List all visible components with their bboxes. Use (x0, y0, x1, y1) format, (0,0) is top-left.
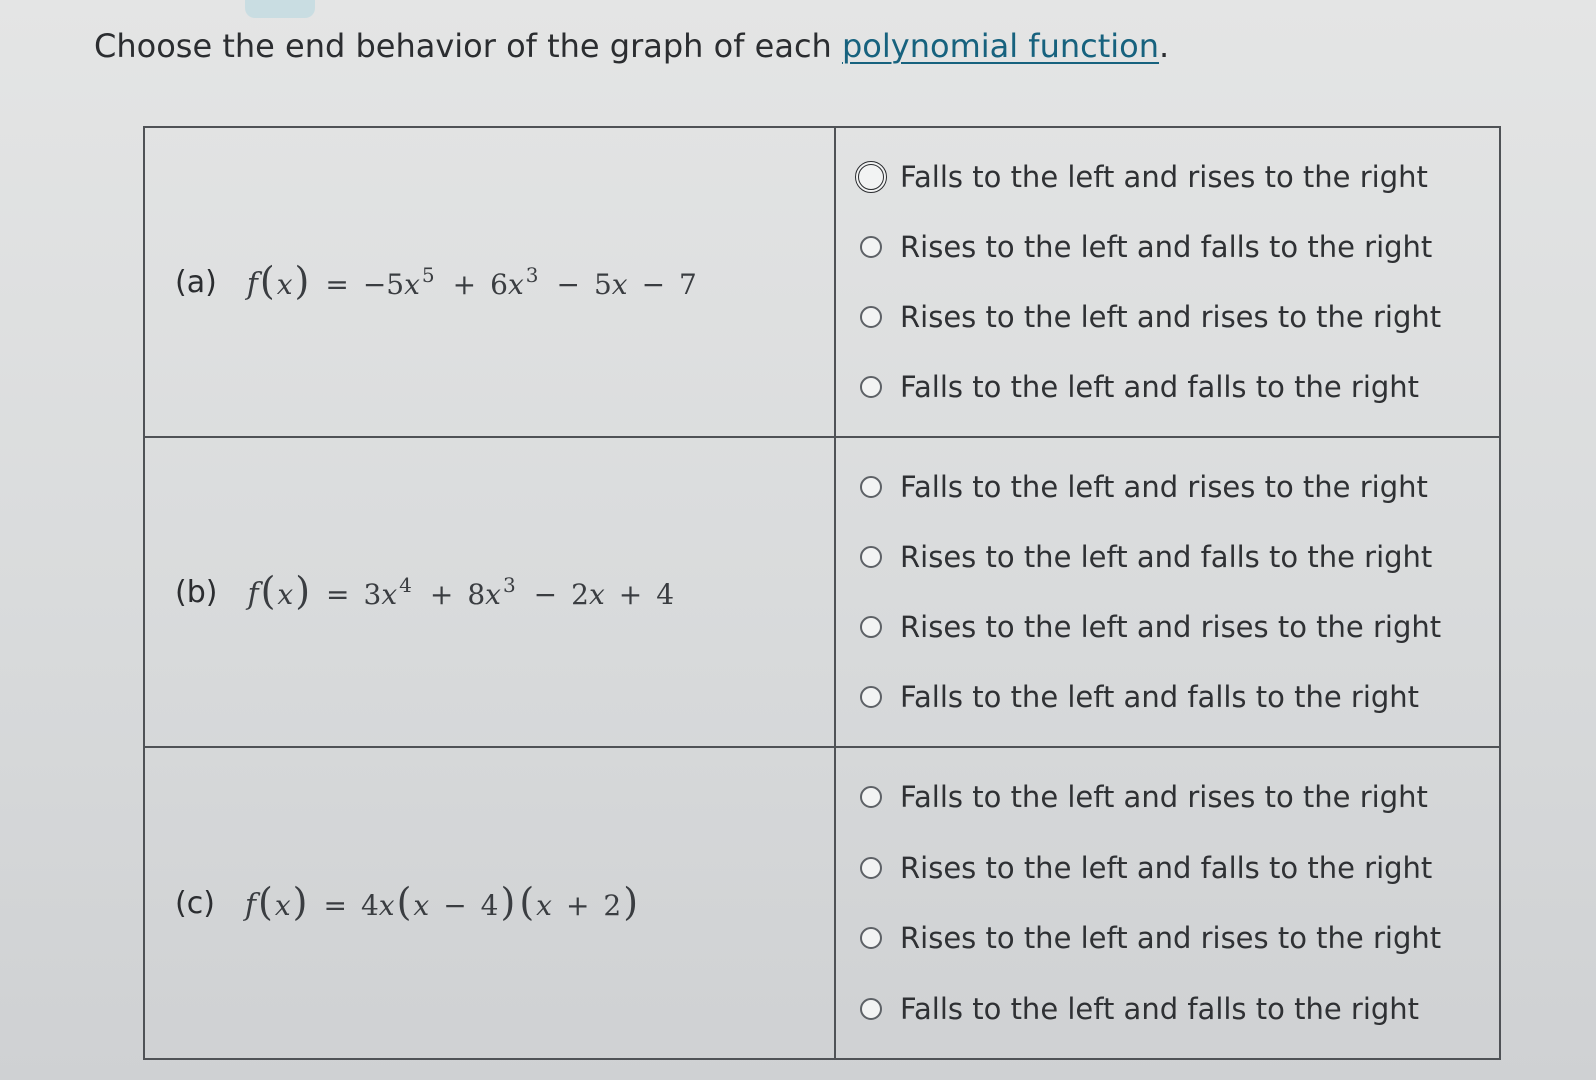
instructions-suffix: . (1159, 27, 1170, 65)
option-c-1[interactable]: Falls to the left and rises to the right (860, 780, 1499, 814)
option-b-2[interactable]: Rises to the left and falls to the right (860, 540, 1499, 574)
instructions (94, 24, 1169, 68)
option-a-2[interactable]: Rises to the left and falls to the right (860, 230, 1499, 264)
function-c: f ( x ) = 4 x ( x − 4 ) ( x + 2 ) (244, 880, 639, 924)
question-table (143, 126, 1501, 1060)
option-a-1[interactable]: Falls to the left and rises to the right (860, 160, 1499, 194)
top-tab (245, 0, 315, 18)
radio-circle-icon[interactable] (860, 616, 882, 638)
radio-circle-icon[interactable] (860, 236, 882, 258)
radio-circle-icon[interactable] (860, 686, 882, 708)
option-a-4[interactable]: Falls to the left and falls to the right (860, 370, 1499, 404)
option-b-3[interactable]: Rises to the left and rises to the right (860, 610, 1499, 644)
radio-circle-icon[interactable] (855, 161, 887, 193)
radio-circle-icon[interactable] (860, 546, 882, 568)
option-b-1[interactable]: Falls to the left and rises to the right (860, 470, 1499, 504)
option-b-4[interactable]: Falls to the left and falls to the right (860, 680, 1499, 714)
options-c (836, 748, 1499, 1058)
function-b: f ( x ) = 3 x $^4$ + 8 x $^3$ − 2 x + 4 (247, 569, 675, 613)
options-a (836, 128, 1499, 438)
radio-circle-icon[interactable] (860, 376, 882, 398)
option-c-2[interactable]: Rises to the left and falls to the right (860, 851, 1499, 885)
function-cell-a (145, 128, 836, 438)
instructions-prefix: Choose the end behavior of the graph of each (94, 27, 842, 65)
radio-circle-icon[interactable] (860, 476, 882, 498)
part-label-b: (b) (175, 574, 218, 610)
radio-circle-icon[interactable] (860, 306, 882, 328)
option-c-4[interactable]: Falls to the left and falls to the right (860, 992, 1499, 1026)
options-b (836, 438, 1499, 748)
function-cell-c (145, 748, 836, 1058)
option-c-3[interactable]: Rises to the left and rises to the right (860, 921, 1499, 955)
option-a-3[interactable]: Rises to the left and rises to the right (860, 300, 1499, 334)
polynomial-function-link[interactable]: polynomial function (841, 27, 1160, 65)
function-cell-b (145, 438, 836, 748)
radio-circle-icon[interactable] (860, 786, 882, 808)
radio-circle-icon[interactable] (860, 927, 882, 949)
part-label-a: (a) (175, 264, 217, 300)
function-a: f ( x ) = − 5 x $^5$ + 6 x $^3$ − 5 x − 7 (246, 259, 697, 303)
part-label-c: (c) (175, 885, 215, 921)
radio-circle-icon[interactable] (860, 998, 882, 1020)
radio-circle-icon[interactable] (860, 857, 882, 879)
